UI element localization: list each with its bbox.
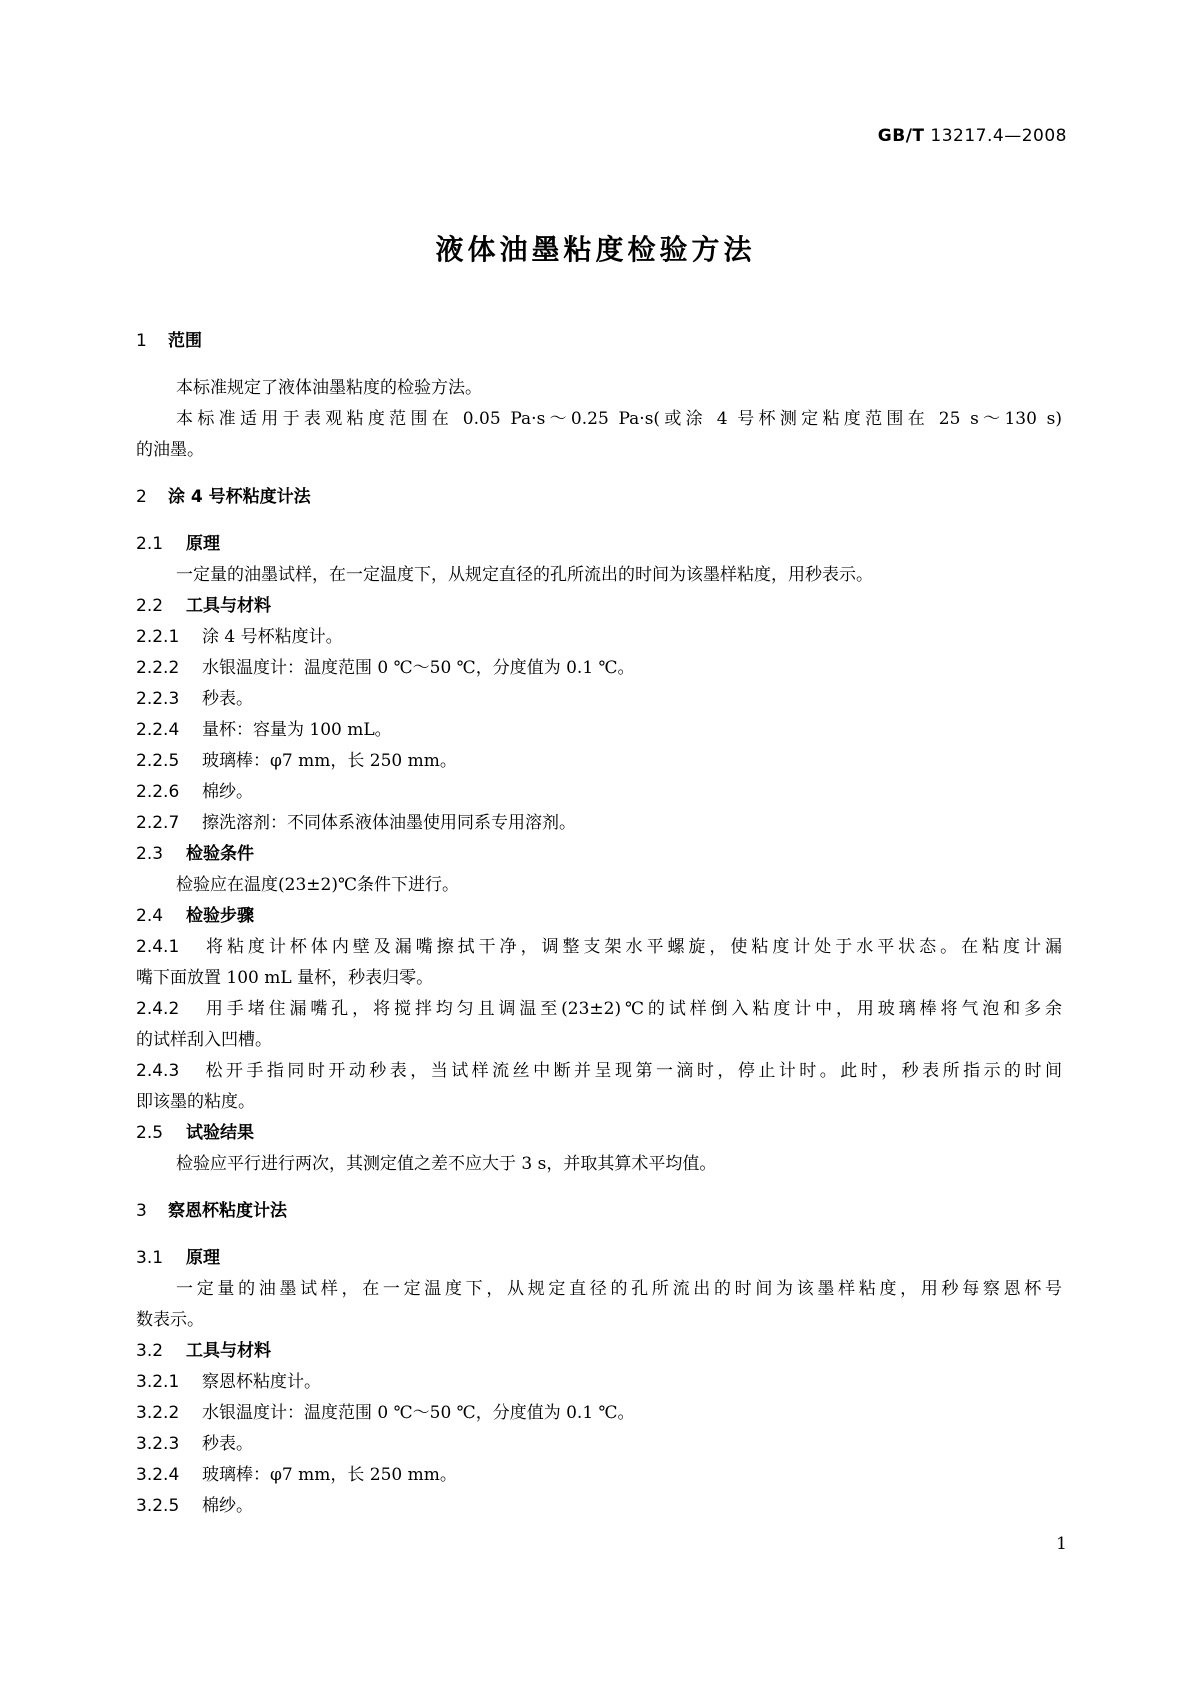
page-number: 1 xyxy=(1056,1534,1067,1554)
list-item: 3.2.3 秒表。 xyxy=(136,1434,253,1454)
section-2-2-heading: 2.2 工具与材料 xyxy=(136,596,271,616)
list-item: 3.2.4 玻璃棒：φ7 mm，长 250 mm。 xyxy=(136,1465,457,1485)
document-body xyxy=(136,326,1062,1522)
section-2-5-paragraph: 检验应平行进行两次，其测定值之差不应大于 3 s，并取其算术平均值。 xyxy=(176,1154,717,1174)
list-item: 2.4.2 用手堵住漏嘴孔，将搅拌均匀且调温至(23±2)℃的试样倒入粘度计中，用玻璃棒将气泡和多余 xyxy=(136,999,1062,1019)
document-title: 液体油墨粘度检验方法 xyxy=(435,233,756,266)
section-2-3-heading: 2.3 检验条件 xyxy=(136,844,254,864)
list-item: 2.2.4 量杯：容量为 100 mL。 xyxy=(136,720,392,740)
list-item: 3.2.5 棉纱。 xyxy=(136,1496,253,1516)
section-3-2-heading: 3.2 工具与材料 xyxy=(136,1341,271,1361)
section-3-1-heading: 3.1 原理 xyxy=(136,1248,220,1268)
section-1-heading: 1 范围 xyxy=(136,331,202,351)
list-item-continuation: 即该墨的粘度。 xyxy=(136,1092,255,1112)
section-2-3-paragraph: 检验应在温度(23±2)℃条件下进行。 xyxy=(176,875,459,895)
list-item: 2.2.1 涂 4 号杯粘度计。 xyxy=(136,627,343,647)
list-item: 2.2.7 擦洗溶剂：不同体系液体油墨使用同系专用溶剂。 xyxy=(136,813,576,833)
list-item: 3.2.1 察恩杯粘度计。 xyxy=(136,1372,321,1392)
list-item: 2.4.3 松开手指同时开动秒表，当试样流丝中断并呈现第一滴时，停止计时。此时，秒表所指示的时间 xyxy=(136,1061,1062,1081)
list-item: 3.2.2 水银温度计：温度范围 0 ℃～50 ℃，分度值为 0.1 ℃。 xyxy=(136,1403,635,1423)
list-item-continuation: 嘴下面放置 100 mL 量杯，秒表归零。 xyxy=(136,968,434,988)
section-1-paragraph-2-line-2: 的油墨。 xyxy=(136,440,204,460)
section-2-1-heading: 2.1 原理 xyxy=(136,534,220,554)
section-2-1-paragraph: 一定量的油墨试样，在一定温度下，从规定直径的孔所流出的时间为该墨样粘度，用秒表示。 xyxy=(176,565,873,585)
list-item: 2.2.6 棉纱。 xyxy=(136,782,253,802)
section-1-paragraph-2-line-1: 本标准适用于表观粘度范围在 0.05 Pa·s～0.25 Pa·s(或涂 4 号杯测定粘度范围在 25 s～130 s) xyxy=(176,409,1062,429)
list-item: 2.4.1 将粘度计杯体内壁及漏嘴擦拭干净，调整支架水平螺旋，使粘度计处于水平状态。在粘度计漏 xyxy=(136,937,1062,957)
standard-code: 13217.4—2008 xyxy=(930,126,1067,146)
section-3-heading: 3 察恩杯粘度计法 xyxy=(136,1201,287,1221)
list-item: 2.2.3 秒表。 xyxy=(136,689,253,709)
section-3-1-paragraph-line-2: 数表示。 xyxy=(136,1310,204,1330)
standard-number xyxy=(878,126,1067,146)
list-item: 2.2.5 玻璃棒：φ7 mm，长 250 mm。 xyxy=(136,751,457,771)
standard-prefix: GB/T xyxy=(877,126,925,146)
section-1-paragraph-1: 本标准规定了液体油墨粘度的检验方法。 xyxy=(176,378,482,398)
section-3-1-paragraph-line-1: 一定量的油墨试样，在一定温度下，从规定直径的孔所流出的时间为该墨样粘度，用秒每察恩杯号 xyxy=(176,1279,1062,1299)
list-item: 2.2.2 水银温度计：温度范围 0 ℃～50 ℃，分度值为 0.1 ℃。 xyxy=(136,658,635,678)
section-2-5-heading: 2.5 试验结果 xyxy=(136,1123,254,1143)
section-2-heading: 2 涂 4 号杯粘度计法 xyxy=(136,487,311,507)
list-item-continuation: 的试样刮入凹槽。 xyxy=(136,1030,272,1050)
section-2-4-heading: 2.4 检验步骤 xyxy=(136,906,254,926)
